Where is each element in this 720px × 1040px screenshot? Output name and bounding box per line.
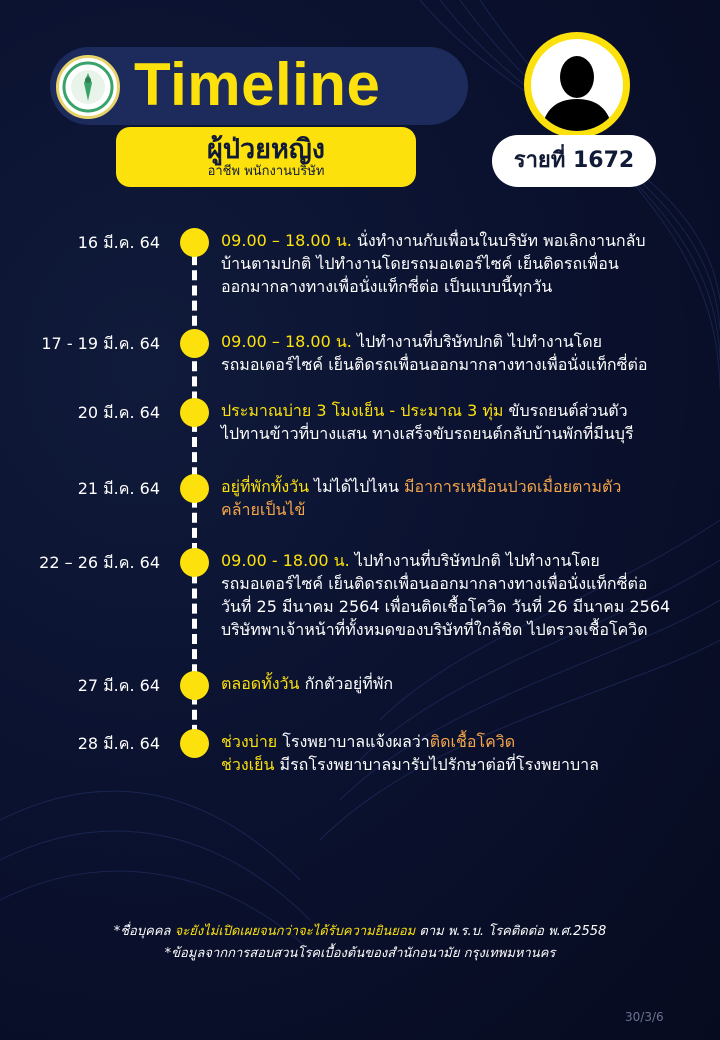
description-segment: นั่งทำงานกับเพื่อนในบริษัท พอเลิกงานกลับ [351,231,646,250]
timeline-dot [180,329,209,358]
description-segment: รถมอเตอร์ไซค์ เย็นติดรถเพื่อนออกมากลางทางเพื่อนั่งแท็กซี่ต่อ [221,574,648,593]
description-line [221,399,711,422]
timeline-description [221,475,711,521]
description-line [221,475,711,498]
case-number-badge: รายที่ 1672 [492,135,656,187]
description-segment: ขับรถยนต์ส่วนตัว [503,401,628,420]
timeline-date: 27 มี.ค. 64 [77,676,160,695]
timeline-dot [180,671,209,700]
note-segment: *ชื่อบุคคล [113,924,175,939]
date-stamp: 30/3/6 [625,1010,664,1024]
timeline-description [221,399,711,445]
description-segment: ไม่ได้ไปไหน [309,477,404,496]
privacy-note [0,920,720,941]
bangkok-seal-icon [56,55,120,119]
description-segment: 09.00 – 18.00 น. [221,332,352,351]
description-segment: ไปทำงานที่บริษัทปกติ ไปทำงานโดย [351,332,602,351]
timeline-date: 28 มี.ค. 64 [77,734,160,753]
patient-label [116,127,416,187]
timeline-description [221,730,711,776]
description-line [221,229,711,252]
timeline-date: 16 มี.ค. 64 [77,233,160,252]
description-segment: บริษัทพาเจ้าหน้าที่ทั้งหมดของบริษัทที่ใกล้ชิด ไปตรวจเชื้อโควิด [221,620,648,639]
description-segment: ติดเชื้อโควิด [429,732,516,751]
timeline-dot [180,474,209,503]
description-segment: มีรถโรงพยาบาลมารับไปรักษาต่อที่โรงพยาบาล [274,755,599,774]
patient-gender: ผู้ป่วยหญิง [207,134,325,165]
description-segment: มีอาการเหมือนปวดเมื่อยตามตัว [403,477,622,496]
description-line [221,498,711,521]
timeline-dot [180,548,209,577]
timeline-date: 20 มี.ค. 64 [77,403,160,422]
timeline-description [221,330,711,376]
description-segment: โรงพยาบาลแจ้งผลว่า [277,732,430,751]
description-segment: ช่วงบ่าย [221,732,278,751]
description-segment: 09.00 – 18.00 น. [221,231,352,250]
timeline-description [221,549,711,641]
description-segment: ออกมากลางทางเพื่อนั่งแท็กซี่ต่อ เป็นแบบนี้ทุกวัน [221,277,553,296]
description-segment: บ้านตามปกติ ไปทำงานโดยรถมอเตอร์ไซค์ เย็นติดรถเพื่อน [221,254,619,273]
description-line [221,572,711,595]
description-segment: ไปทำงานที่บริษัทปกติ ไปทำงานโดย [349,551,600,570]
description-segment: คล้ายเป็นไข้ [221,500,306,519]
timeline-dot [180,729,209,758]
timeline-description [221,229,711,298]
description-line [221,672,711,695]
description-line [221,549,711,572]
description-line [221,730,711,753]
person-silhouette-icon [531,39,623,131]
patient-occupation: อาชีพ พนักงานบริษัท [207,164,325,179]
description-line [221,353,711,376]
description-segment: ประมาณบ่าย 3 โมงเย็น - ประมาณ 3 ทุ่ม [221,401,504,420]
note-segment: จะยังไม่เปิดเผยจนกว่าจะได้รับความยินยอม [174,924,416,939]
timeline-date: 21 มี.ค. 64 [77,479,160,498]
description-segment: 09.00 - 18.00 น. [221,551,350,570]
description-segment: ช่วงเย็น [221,755,275,774]
description-segment: กักตัวอยู่ที่พัก [299,674,394,693]
description-segment: ตลอดทั้งวัน [221,674,300,693]
description-segment: อยู่ที่พักทั้งวัน [221,477,310,496]
description-segment: ไปทานข้าวที่บางแสน ทางเสร็จขับรถยนต์กลับบ้านพักที่มีนบุรี [221,424,634,443]
timeline-date: 22 – 26 มี.ค. 64 [39,553,160,572]
timeline-date: 17 - 19 มี.ค. 64 [41,334,160,353]
description-line [221,330,711,353]
description-line [221,618,711,641]
timeline-dot [180,228,209,257]
page-title: Timeline [134,51,381,118]
timeline-dot [180,398,209,427]
note-segment: ตาม พ.ร.บ. โรคติดต่อ พ.ศ.2558 [415,924,607,939]
description-line [221,275,711,298]
description-segment: วันที่ 25 มีนาคม 2564 เพื่อนติดเชื้อโควิด วันที่ 26 มีนาคม 2564 [221,597,671,616]
description-line [221,422,711,445]
source-note: *ข้อมูลจากการสอบสวนโรคเบื้องต้นของสำนักอนามัย กรุงเทพมหานคร [164,946,556,961]
description-line [221,252,711,275]
timeline-description [221,672,711,695]
description-line [221,595,711,618]
description-line [221,753,711,776]
avatar [524,32,630,138]
description-segment: รถมอเตอร์ไซค์ เย็นติดรถเพื่อนออกมากลางทางเพื่อนั่งแท็กซี่ต่อ [221,355,648,374]
